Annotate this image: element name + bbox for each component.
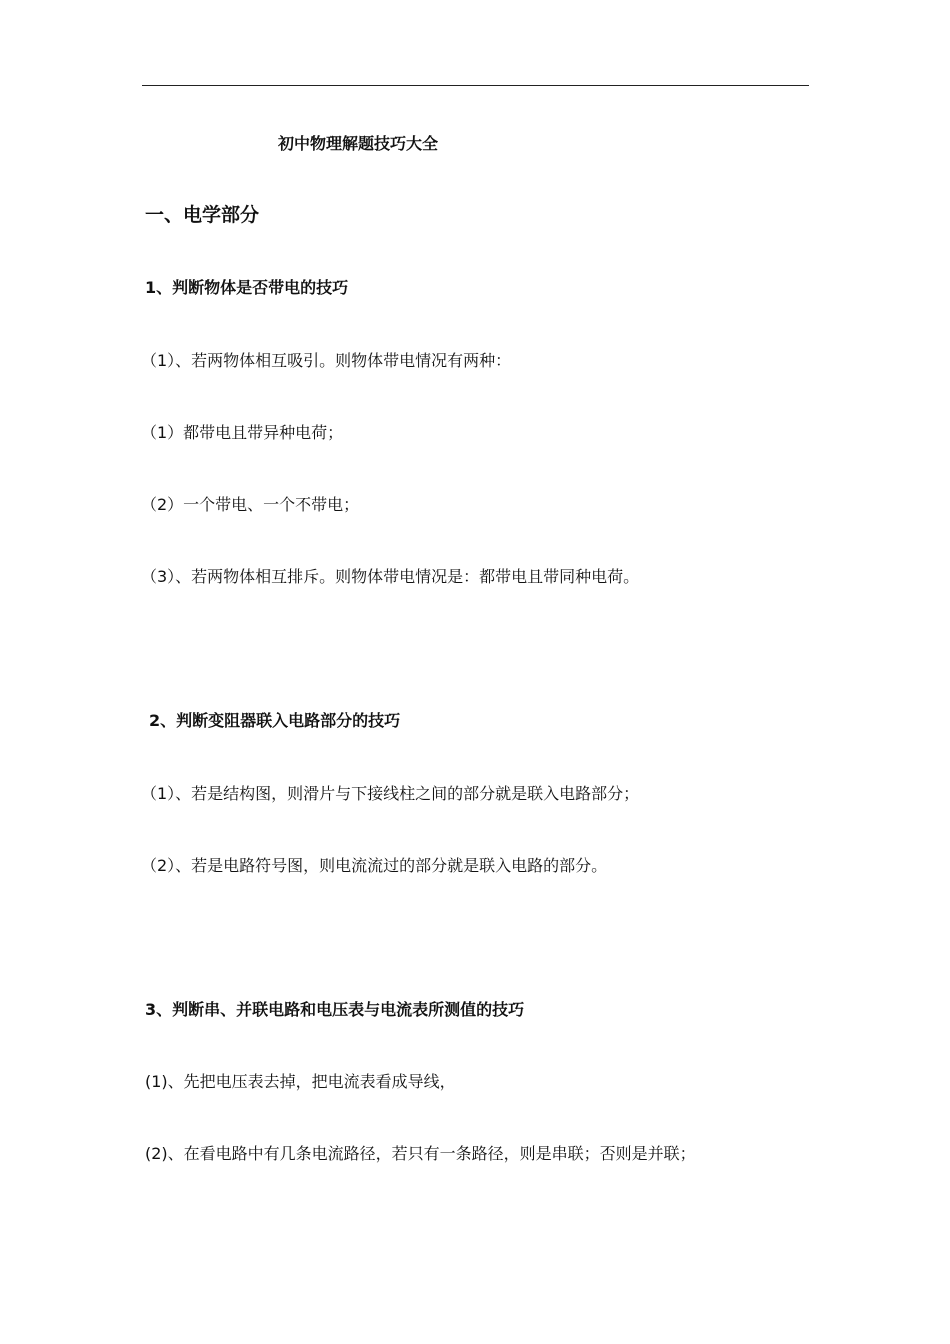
section-3-heading: 3、判断串、并联电路和电压表与电流表所测值的技巧 [145,1000,525,1019]
section-2-paragraph-1: （1）、若是结构图，则滑片与下接线柱之间的部分就是联入电路部分； [141,784,640,803]
section-3-paragraph-1: (1)、先把电压表去掉，把电流表看成导线， [145,1072,456,1091]
section-1-paragraph-2: （1）都带电且带异种电荷； [141,423,344,442]
part-heading: 一、电学部分 [145,204,260,226]
section-1-heading: 1、判断物体是否带电的技巧 [145,278,349,297]
document-title: 初中物理解题技巧大全 [278,134,439,153]
section-1-paragraph-4: （3）、若两物体相互排斥。则物体带电情况是：都带电且带同种电荷。 [141,567,640,586]
section-2-heading: 2、判断变阻器联入电路部分的技巧 [149,711,401,730]
header-rule [142,85,809,86]
section-1-paragraph-1: （1）、若两物体相互吸引。则物体带电情况有两种： [141,351,512,370]
section-1-paragraph-3: （2）一个带电、一个不带电； [141,495,360,514]
section-3-paragraph-2: (2)、在看电路中有几条电流路径，若只有一条路径，则是串联；否则是并联； [145,1144,696,1163]
section-2-paragraph-2: （2）、若是电路符号图，则电流流过的部分就是联入电路的部分。 [141,856,608,875]
